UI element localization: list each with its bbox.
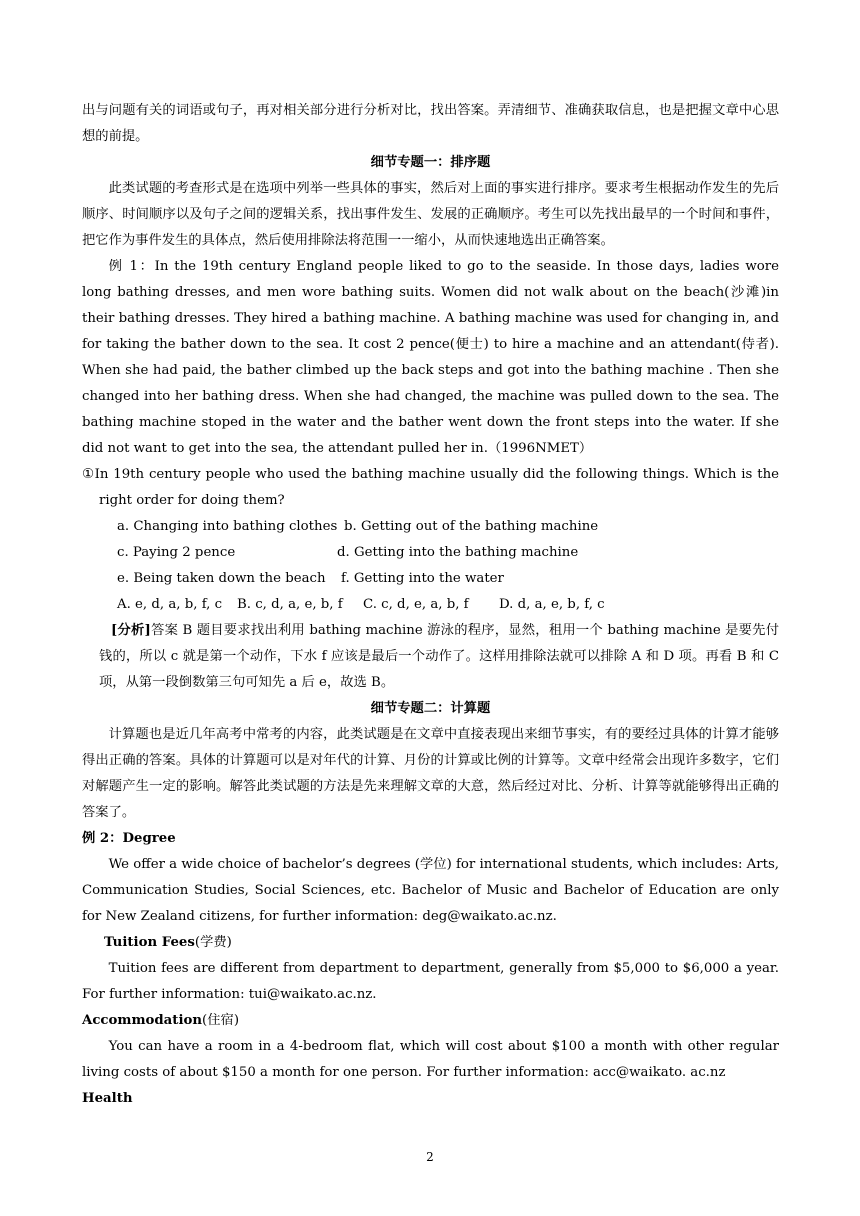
- sorting-description: 此类试题的考查形式是在选项中列举一些具体的事实，然后对上面的事实进行排序。要求考生根据动作发生的先后顺序、时间顺序以及句子之间的逻辑关系，找出事件发生、发展的正确顺序。考生可以先找出最早的一个时间和事件，把它作为事件发生的具体点，然后使用排除法将范围一一缩小，从而快速地选出正确答案。: [82, 181, 779, 248]
- item-a: a. Changing into bathing clothes: [117, 519, 338, 534]
- items-row-3: [82, 566, 779, 592]
- item-d: d. Getting into the bathing machine: [337, 545, 579, 560]
- accommodation-paragraph: You can have a room in a 4-bedroom flat, which will cost about $100 a month with other regular living costs of about $150 a month for one person. For further information: acc@waikato. ac.nz: [82, 1039, 779, 1080]
- option-c: C. c, d, e, a, b, f: [363, 597, 469, 612]
- page-number: 2: [426, 1150, 434, 1164]
- item-c: c. Paying 2 pence: [117, 545, 236, 560]
- section-heading-calculation: 细节专题二：计算题: [370, 701, 491, 716]
- section-heading-sorting: 细节专题一：排序题: [370, 155, 491, 170]
- question-1: ①In 19th century people who used the bathing machine usually did the following things. Which is the right order for doing them?: [82, 467, 779, 508]
- accommodation-cn: (住宿): [202, 1013, 240, 1028]
- document-page: [82, 98, 779, 1112]
- answer-options: [82, 592, 779, 618]
- items-row-1: [82, 514, 779, 540]
- example-2-heading: 例 2：Degree: [82, 831, 176, 846]
- tuition-paragraph: Tuition fees are different from department to department, generally from $5,000 to $6,000 a year. For further information: tui@waikato.ac.nz.: [82, 961, 779, 1002]
- item-b: b. Getting out of the bathing machine: [344, 519, 599, 534]
- accommodation-heading: [82, 1008, 779, 1034]
- option-d: D. d, a, e, b, f, c: [499, 597, 605, 612]
- intro-paragraph: 出与问题有关的词语或句子，再对相关部分进行分析对比，找出答案。弄清细节、准确获取信息，也是把握文章中心思想的前提。: [82, 103, 779, 144]
- item-f: f. Getting into the water: [341, 571, 504, 586]
- items-row-2: [82, 540, 779, 566]
- tuition-heading: [82, 930, 779, 956]
- analysis-text: 答案 B 题目要求找出利用 bathing machine 游泳的程序，显然，租用一个 bathing machine 是要先付钱的，所以 c 就是第一个动作，下水 f 应该是最后一个动作了。这样用排除法就可以排除 A 和 D 项。再看 B 和 C 项，从第一段倒数第三句可知先 a 后 e，故选 B。: [99, 623, 779, 690]
- option-b: B. c, d, a, e, b, f: [237, 597, 343, 612]
- tuition-label: Tuition Fees: [104, 935, 195, 950]
- accommodation-label: Accommodation: [82, 1013, 203, 1028]
- item-e: e. Being taken down the beach: [117, 571, 326, 586]
- degree-paragraph: We offer a wide choice of bachelor’s degrees (学位) for international students, which includes: Arts, Communication Studies, Social Sciences, etc. Bachelor of Music and Bachelor of Education are only for New Zealand citizens, for further information: deg@waikato.ac.nz.: [82, 857, 780, 924]
- analysis-paragraph: [82, 618, 779, 696]
- example-1-passage: 例 1：In the 19th century England people liked to go to the seaside. In those days, ladies wore long bathing dresses, and men wore bathing suits. Women did not walk about on the beach(沙滩)in their bathing dresses. They hired a bathing machine. A bathing machine was used for changing in, and for taking the bather down to the sea. It cost 2 pence(便士) to hire a machine and an attendant(侍者). When she had paid, the bather climbed up the back steps and got into the bathing machine . Then she changed into her bathing dress. When she had changed, the machine was pulled down to the sea. The bathing machine stoped in the water and the bather went down the front steps into the water. If she did not want to get into the sea, the attendant pulled her in.（1996NMET）: [82, 259, 779, 456]
- health-heading: Health: [82, 1091, 133, 1106]
- option-a: A. e, d, a, b, f, c: [117, 597, 223, 612]
- analysis-label: [分析]: [111, 623, 151, 638]
- calculation-description: 计算题也是近几年高考中常考的内容，此类试题是在文章中直接表现出来细节事实，有的要经过具体的计算才能够得出正确的答案。具体的计算题可以是对年代的计算、月份的计算或比例的计算等。文章中经常会出现许多数字，它们对解题产生一定的影响。解答此类试题的方法是先来理解文章的大意，然后经过对比、分析、计算等就能够得出正确的答案了。: [82, 727, 779, 820]
- tuition-cn: (学费): [194, 935, 232, 950]
